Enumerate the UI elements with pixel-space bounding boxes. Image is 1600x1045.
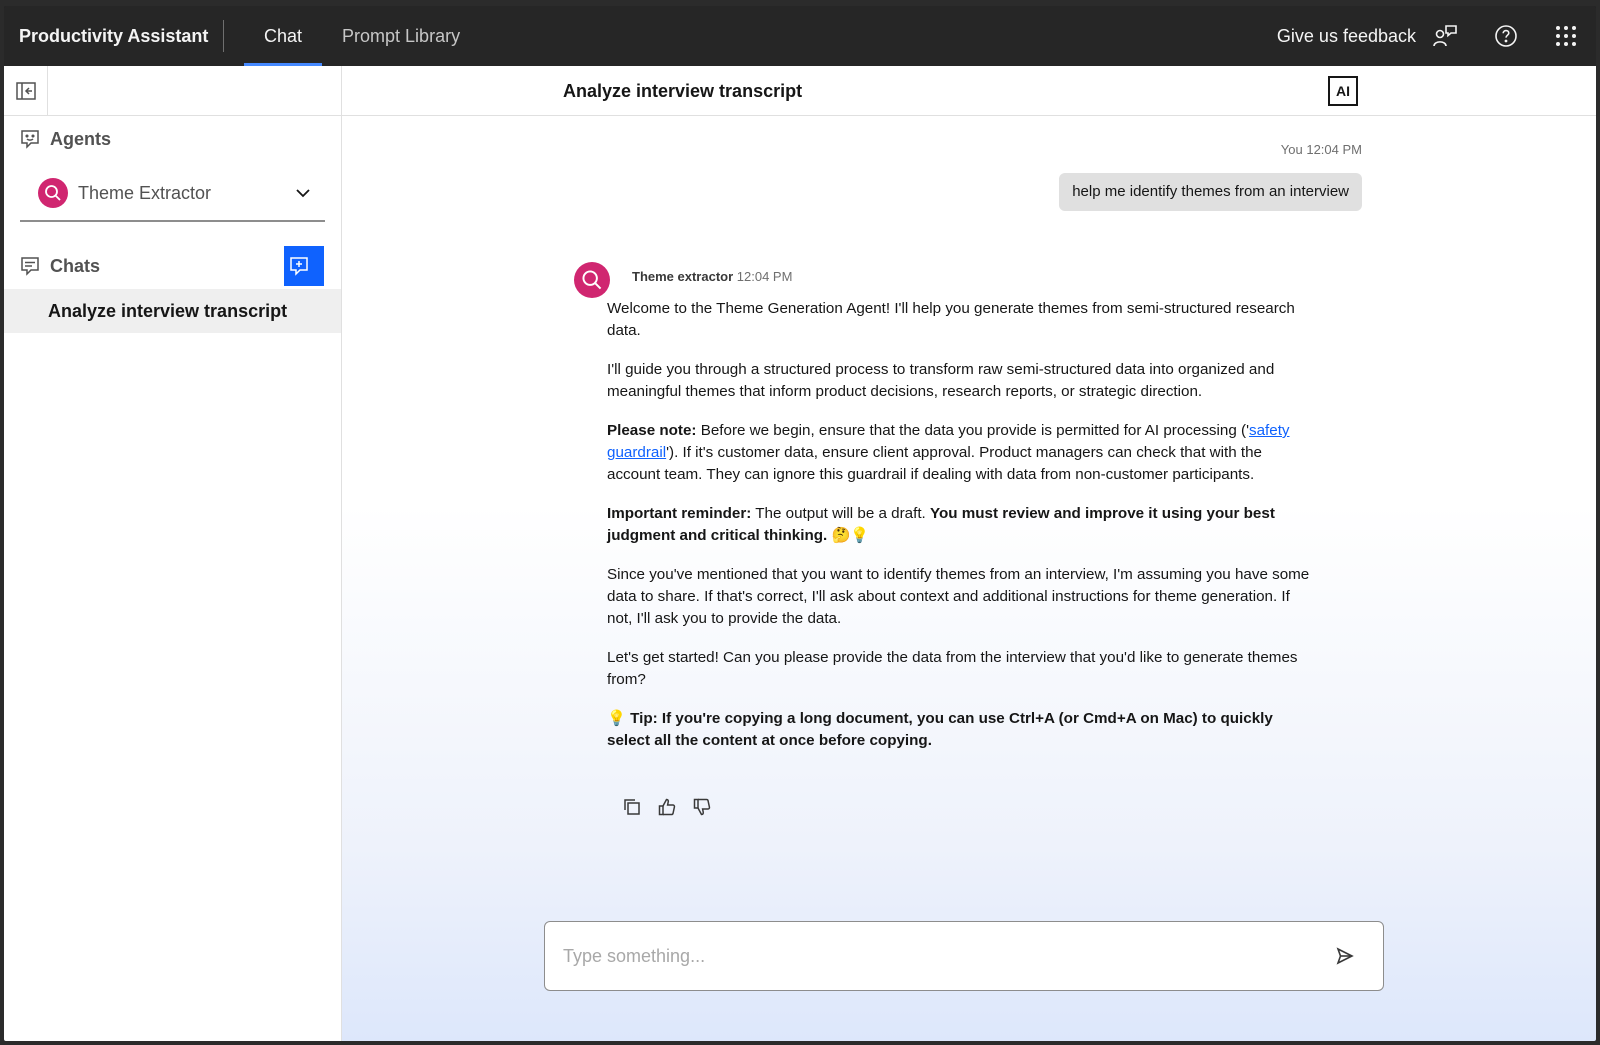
bot-message-meta xyxy=(632,269,792,284)
sidebar-toolbar xyxy=(4,66,341,116)
feedback-button[interactable] xyxy=(1277,23,1458,49)
reminder-label: Important reminder: xyxy=(607,505,752,522)
app-switcher-icon xyxy=(1555,25,1577,47)
help-icon xyxy=(1494,24,1518,48)
brand-title: Productivity Assistant xyxy=(4,20,224,52)
chat-header xyxy=(342,66,1596,116)
thumbs-down-icon xyxy=(693,798,711,816)
agent-selected-label: Theme Extractor xyxy=(78,182,212,203)
message-actions xyxy=(614,792,719,822)
message-input[interactable] xyxy=(563,946,1325,967)
help-button[interactable] xyxy=(1476,6,1536,66)
chats-label: Chats xyxy=(50,255,101,276)
user-message-bubble: help me identify themes from an interview xyxy=(1059,173,1362,211)
search-icon xyxy=(44,184,62,202)
copy-icon xyxy=(623,798,641,816)
thumbs-up-button[interactable] xyxy=(649,792,684,822)
bot-time: 12:04 PM xyxy=(736,269,793,284)
top-header xyxy=(4,6,1596,66)
bot-sender: Theme extractor xyxy=(632,269,734,284)
sidebar xyxy=(4,66,342,1041)
message-composer xyxy=(544,921,1384,991)
thumbs-down-button[interactable] xyxy=(684,792,719,822)
bot-avatar xyxy=(574,262,610,298)
reminder-text: The output will be a draft. xyxy=(751,505,930,522)
bot-paragraph-2: I'll guide you through a structured process to transform raw semi-structured data into organized and meaningful themes that inform product decisions, research reports, or strategic direction. xyxy=(607,361,1275,400)
ai-badge[interactable]: AI xyxy=(1328,76,1358,106)
tip-text: 💡 Tip: If you're copying a long document, you can use Ctrl+A (or Cmd+A on Mac) to quickly select all the content at once before copying. xyxy=(607,710,1273,749)
note-text-a: Before we begin, ensure that the data you provide is permitted for AI processing (' xyxy=(696,422,1249,439)
copy-button[interactable] xyxy=(614,792,649,822)
send-icon xyxy=(1335,946,1355,966)
app-switcher-button[interactable] xyxy=(1536,6,1596,66)
thumbs-up-icon xyxy=(658,798,676,816)
chat-main xyxy=(342,66,1596,1041)
chats-section-header xyxy=(4,246,341,286)
agents-label: Agents xyxy=(50,128,112,149)
feedback-person-icon xyxy=(1432,23,1458,49)
note-label: Please note: xyxy=(607,422,697,439)
bot-paragraph-7 xyxy=(607,708,1319,752)
reminder-emphasis: You must review and improve it using your best judgment and critical thinking. 🤔💡 xyxy=(607,505,1275,544)
send-button[interactable] xyxy=(1325,936,1365,976)
user-sender: You xyxy=(1280,142,1303,157)
tab-chat[interactable]: Chat xyxy=(244,6,322,66)
user-message-meta xyxy=(1281,142,1362,157)
app-window xyxy=(4,6,1596,1041)
agents-section-header xyxy=(4,116,341,162)
note-text-b: '). If it's customer data, ensure client approval. Product managers can check that with the account team. They can ignore this guardrail if dealing with data from non-customer participants. xyxy=(607,444,1262,483)
search-icon xyxy=(581,269,603,291)
bot-message-body xyxy=(607,298,1319,769)
agent-dropdown[interactable] xyxy=(20,166,325,222)
new-chat-icon xyxy=(289,256,309,276)
bot-paragraph-4 xyxy=(607,503,1319,547)
bot-paragraph-1: Welcome to the Theme Generation Agent! I'll help you generate themes from semi-structured research data. xyxy=(607,300,1295,339)
sidebar-collapse-icon xyxy=(16,82,36,100)
bot-paragraph-6: Let's get started! Can you please provide the data from the interview that you'd like to generate themes from? xyxy=(607,649,1298,688)
agent-avatar xyxy=(38,178,68,208)
header-actions xyxy=(1277,6,1596,66)
bot-paragraph-3 xyxy=(607,420,1319,486)
chat-icon xyxy=(20,256,40,276)
bot-paragraph-5: Since you've mentioned that you want to identify themes from an interview, I'm assuming you have some data to share. If that's correct, I'll ask about context and additional instructions for theme generation. If not, I'll ask you to provide the data. xyxy=(607,566,1310,627)
chat-list-item[interactable]: Analyze interview transcript xyxy=(4,289,341,333)
agent-icon xyxy=(20,129,40,149)
sidebar-collapse-button[interactable] xyxy=(4,66,48,116)
new-chat-button[interactable] xyxy=(284,246,324,286)
user-time: 12:04 PM xyxy=(1306,142,1362,157)
safety-guardrail-link[interactable]: safety guardrail xyxy=(607,422,1290,461)
chevron-down-icon xyxy=(295,188,311,198)
chat-title: Analyze interview transcript xyxy=(563,81,803,101)
feedback-label: Give us feedback xyxy=(1276,25,1416,46)
tab-prompt-library[interactable]: Prompt Library xyxy=(342,26,461,46)
